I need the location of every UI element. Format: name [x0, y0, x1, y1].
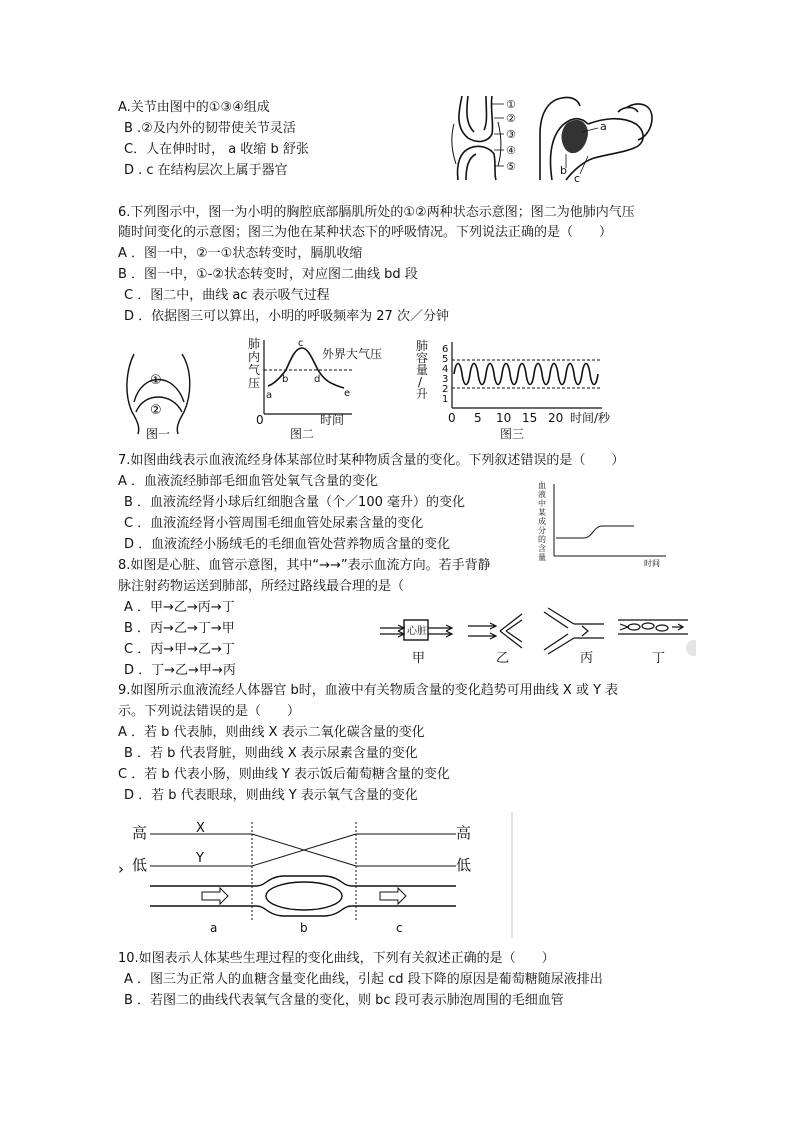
arm-label-b: b: [560, 164, 567, 177]
label-jia: 甲: [412, 651, 426, 666]
q6-option-c: C ．图二中，曲线 ac 表示吸气过程: [124, 288, 330, 303]
figure-one-diaphragm: [120, 348, 200, 442]
q7-ylabel-4: 某: [538, 508, 546, 517]
q9-segment-c: c: [396, 921, 403, 935]
label-yi: 乙: [496, 651, 510, 666]
q6-option-b: B ．图一中，①-②状态转变时，对应图二曲线 bd 段: [118, 267, 418, 282]
fig1-state-2: ②: [150, 403, 162, 418]
vessel-yi: [468, 614, 522, 648]
q7-ylabel-8: 含: [538, 544, 546, 553]
q5-option-c: C．人在伸时时， a 收缩 b 舒张: [124, 142, 309, 157]
q5-option-a: A.关节由图中的①③④组成: [118, 100, 270, 115]
q9-high-left: 高: [132, 824, 148, 842]
q8-stem-line1: 8.如图是心脏、血管示意图，其中“→→”表示血流方向。若手背静: [118, 558, 491, 573]
label-ding: 丁: [652, 651, 666, 666]
q9-option-a: A ．若 b 代表肺，则曲线 X 表示二氧化碳含量的变化: [118, 725, 425, 740]
q8-option-c: C ．丙→甲→乙→丁: [124, 642, 235, 657]
q6-stem-line2: 随时间变化的示意图；图三为他在某种状态下的呼吸情况。下列说法正确的是（ ）: [118, 225, 613, 240]
joint-and-arm-figure: [448, 94, 658, 182]
fig2-ylabel-4: 压: [248, 376, 261, 390]
q7-ylabel-6: 分: [538, 526, 546, 535]
arm-label-c: c: [574, 172, 581, 182]
q7-xlabel: 时间: [644, 559, 660, 568]
fig3-ylabel-5: 升: [416, 387, 429, 401]
fig3-xtick-15: 15: [522, 411, 538, 425]
fig3-xtick-0: 0: [448, 411, 456, 425]
q10-option-b: B ．若图二的曲线代表氧气含量的变化，则 bc 段可表示肺泡周围的毛细血管: [124, 993, 564, 1008]
q8-heart-vessel-figure: [376, 604, 694, 670]
fig3-xtick-10: 10: [496, 411, 512, 425]
q9-stem-line2: 示。下列说法错误的是（ ）: [118, 704, 301, 719]
q7-stem: 7.如图曲线表示血液流经身体某部位时某种物质含量的变化。下列叙述错误的是（ ）: [118, 453, 625, 468]
fig3-ytick-6: 6: [442, 344, 449, 355]
fig3-ylabel-2: 容: [416, 351, 429, 365]
q7-ylabel-9: 量: [538, 553, 546, 562]
page-edge-tab: [686, 640, 696, 656]
q9-high-right: 高: [456, 824, 472, 842]
q7-option-b: B ．血液流经肾小球后红细胞含量（个／100 毫升）的变化: [124, 495, 465, 510]
fig2-ylabel-1: 肺: [248, 337, 261, 351]
q9-low-left: 低: [132, 856, 148, 874]
q6-option-d: D ．依据图三可以算出，小明的呼吸频率为 27 次／分钟: [124, 309, 449, 324]
fig2-point-a: a: [266, 390, 273, 401]
joint-label-1: ①: [506, 98, 516, 111]
fig3-ylabel-1: 肺: [416, 339, 429, 353]
fig2-point-c: c: [298, 338, 304, 349]
fig3-ytick-2: 2: [442, 384, 449, 395]
joint-label-5: ⑤: [506, 160, 516, 173]
fig1-caption: 图一: [146, 427, 171, 441]
q9-curve-y-label: Y: [196, 851, 204, 866]
q9-organ-blood-flow-figure: [116, 812, 518, 938]
q7-option-a: A ．血液流经肺部毛细血管处氧气含量的变化: [118, 474, 379, 489]
q10-stem: 10.如图表示人体某些生理过程的变化曲线，下列有关叙述正确的是（ ）: [118, 951, 555, 966]
fig3-ylabel-3: 量: [416, 363, 429, 377]
q7-ylabel-7: 的: [538, 535, 546, 544]
q8-option-b: B ．丙→乙→丁→甲: [124, 621, 235, 636]
fig3-ylabel-4: /: [418, 375, 423, 389]
q9-stem-line1: 9.如图所示血液流经人体器官 b时，血液中有关物质含量的变化趋势可用曲线 X 或 Y 表: [118, 683, 619, 698]
figure-three-lung-volume: [416, 338, 652, 442]
label-bing: 丙: [580, 651, 594, 666]
fig2-legend: 外界大气压: [322, 347, 383, 361]
q7-option-d: D ．血液流经小肠绒毛的毛细血管处营养物质含量的变化: [124, 537, 451, 552]
fig2-origin: 0: [256, 413, 264, 427]
q7-ylabel-3: 中: [538, 499, 546, 508]
fig2-point-d: d: [314, 374, 321, 385]
joint-label-4: ④: [506, 144, 516, 157]
fig3-ytick-3: 3: [442, 374, 449, 385]
fig3-caption: 图三: [500, 427, 525, 441]
q8-stem-line2: 脉注射药物运送到肺部，所经过路线最合理的是（: [118, 579, 405, 594]
q9-option-d: D ．若 b 代表眼球，则曲线 Y 表示氧气含量的变化: [124, 788, 418, 803]
q6-stem-line1: 6.下列图示中，图一为小明的胸腔底部膈肌所处的①②两种状态示意图；图二为他肺内气压: [118, 205, 635, 220]
q9-segment-b: b: [300, 921, 308, 935]
q6-option-a: A ．图一中，②一①状态转变时，膈肌收缩: [118, 246, 363, 261]
q7-ylabel-1: 血: [538, 481, 546, 490]
q7-substance-curve-figure: [536, 480, 670, 568]
fig2-ylabel-3: 气: [248, 363, 261, 377]
q9-option-c: C ．若 b 代表小肠，则曲线 Y 表示饭后葡萄糖含量的变化: [118, 767, 450, 782]
fig3-ytick-1: 1: [442, 394, 449, 405]
fig3-xtick-20: 20: [548, 411, 564, 425]
fig3-xlabel: 时间/秒: [570, 411, 611, 425]
joint-label-2: ②: [506, 112, 516, 125]
q5-option-b: B .②及内外的韧带使关节灵活: [124, 121, 296, 136]
figure-two-lung-pressure: [240, 336, 390, 442]
heart-label: 心脏: [407, 626, 427, 637]
fig1-state-1: ①: [150, 373, 162, 388]
q9-curve-x-label: X: [196, 821, 205, 836]
q8-option-d: D ．丁→乙→甲→丙: [124, 663, 236, 678]
q7-ylabel-2: 液: [538, 490, 546, 499]
vessel-bing: [544, 608, 604, 654]
fig2-ylabel-2: 内: [248, 350, 261, 364]
fig3-ytick-5: 5: [442, 354, 449, 365]
vessel-ding: [618, 620, 688, 634]
fig2-xlabel: 时间: [320, 413, 345, 427]
joint-label-3: ③: [506, 128, 516, 141]
q10-option-a: A ．图三为正常人的血糖含量变化曲线，引起 cd 段下降的原因是葡萄糖随尿液排出: [124, 972, 603, 987]
fig2-caption: 图二: [290, 427, 315, 441]
fig3-ytick-4: 4: [442, 364, 449, 375]
q9-segment-a: a: [210, 921, 218, 935]
q5-option-d: D . c 在结构层次上属于器官: [124, 163, 288, 178]
fig2-point-b: b: [282, 374, 289, 385]
q9-stray-mark: ›: [118, 860, 124, 878]
q9-option-b: B ．若 b 代表肾脏，则曲线 X 表示尿素含量的变化: [124, 746, 418, 761]
fig2-point-e: e: [344, 388, 351, 399]
q9-low-right: 低: [456, 856, 472, 874]
q7-option-c: C ．血液流经肾小管周围毛细血管处尿素含量的变化: [124, 516, 424, 531]
q8-option-a: A ．甲→乙→丙→丁: [124, 600, 235, 615]
arm-label-a: a: [600, 120, 607, 133]
q7-ylabel-5: 成: [538, 517, 546, 526]
fig3-xtick-5: 5: [474, 411, 482, 425]
